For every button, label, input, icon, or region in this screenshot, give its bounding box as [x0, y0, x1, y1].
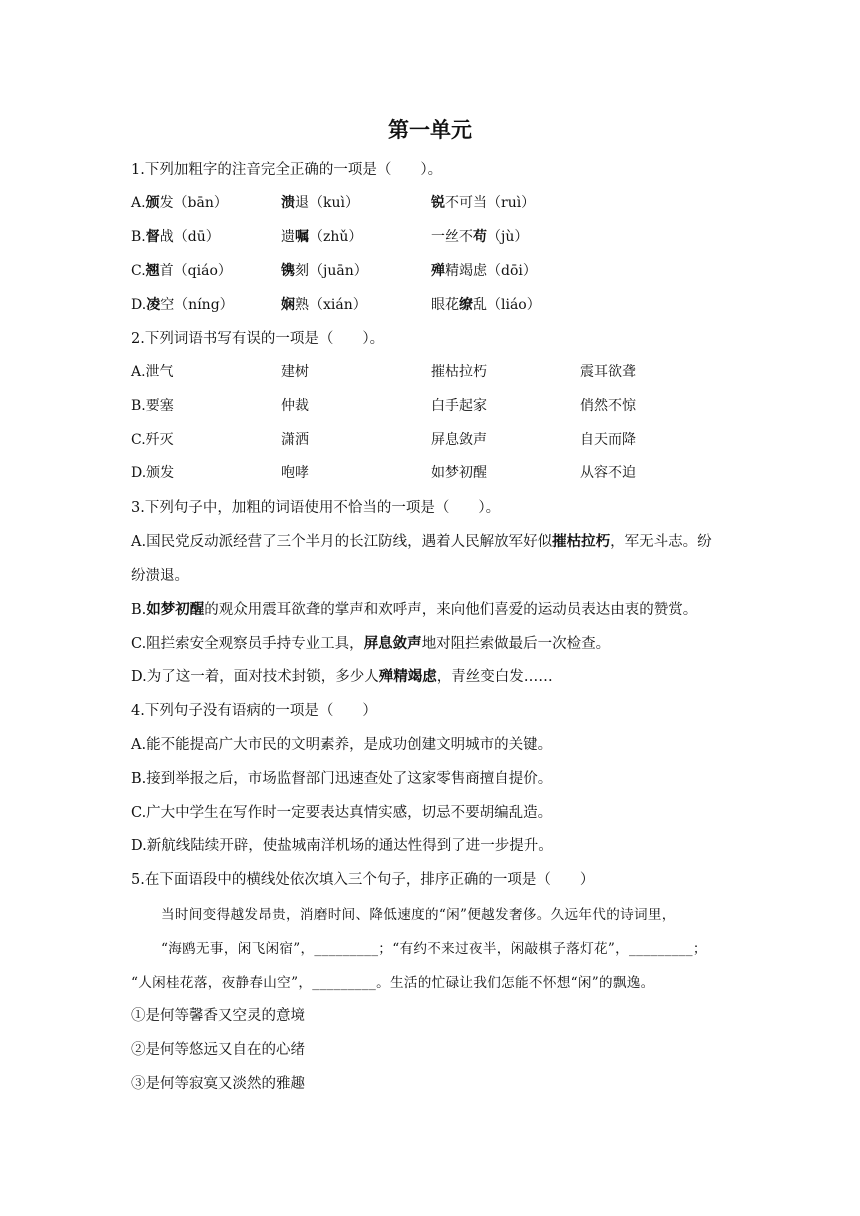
q5-passage-line-1: 当时间变得越发昂贵，消磨时间、降低速度的“闲”便越发奢侈。久远年代的诗词里，: [161, 907, 676, 923]
pinyin-text: 刻（juān）: [295, 263, 368, 279]
option-letter: A.: [131, 195, 146, 211]
q5-passage-line-2: “海鸥无事，闲飞闲宿”，_________；“有约不来过夜半，闲敲棋子落灯花”，_________；: [161, 941, 707, 957]
pinyin-text: 退（kuì）: [295, 195, 359, 211]
bold-char: 镌: [281, 263, 295, 279]
bold-char: 娴: [281, 297, 295, 313]
bold-char: 锐: [431, 195, 445, 211]
q3-option-a-continued: 纷溃退。: [131, 568, 189, 584]
pinyin-text: 空（níng）: [160, 297, 234, 313]
word-cell: 如梦初醒: [431, 465, 487, 481]
word-cell: 屏息敛声: [431, 432, 487, 448]
word-cell: 自天而降: [580, 432, 636, 448]
q5-option-2: ②是何等悠远又自在的心绪: [131, 1042, 305, 1058]
q4-option-a: A.能不能提高广大市民的文明素养，是成功创建文明城市的关键。: [131, 737, 553, 753]
question-2-stem: 2.下列词语书写有误的一项是（ ）。: [131, 331, 385, 347]
q2-option-b: [0, 395, 860, 417]
pinyin-text: 发（bān）: [159, 195, 228, 211]
q1-option-c: [0, 260, 860, 282]
q4-option-c: C.广大中学生在写作时一定要表达真情实感，切忌不要胡编乱造。: [131, 805, 553, 821]
word-cell: 建树: [281, 364, 309, 380]
pinyin-text: 乱（liáo）: [473, 297, 541, 313]
q3-option-b: B.如梦初醒的观众用震耳欲聋的掌声和欢呼声，来向他们喜爱的运动员表达由衷的赞赏。: [131, 601, 698, 618]
option-letter: B.: [131, 229, 146, 245]
bold-char: 苟: [473, 229, 487, 245]
q2-option-c: [0, 429, 860, 451]
option-letter: D.: [131, 297, 147, 313]
word-cell: 摧枯拉朽: [431, 364, 487, 380]
bold-phrase: 如梦初醒: [146, 601, 205, 618]
q2-option-a: [0, 361, 860, 383]
q4-option-d: D.新航线陆续开辟，使盐城南洋机场的通达性得到了进一步提升。: [131, 838, 553, 854]
page-title: 第一单元: [388, 118, 472, 142]
word-cell: 咆哮: [281, 465, 309, 481]
question-1-stem: 1.下列加粗字的注音完全正确的一项是（ ）。: [131, 162, 443, 178]
word-cell: 白手起家: [431, 398, 487, 414]
question-5-stem: 5.在下面语段中的横线处依次填入三个句子，排序正确的一项是（ ）: [131, 872, 595, 888]
q1-option-b: [0, 226, 860, 248]
bold-phrase: 殚精竭虑: [378, 668, 437, 685]
word-cell: 从容不迫: [580, 465, 636, 481]
word-cell: B.要塞: [131, 398, 174, 414]
word-cell: C.歼灭: [131, 432, 174, 448]
bold-char: 嘱: [295, 229, 309, 245]
q5-passage-line-3: “人闲桂花落，夜静春山空”，_________。生活的忙碌让我们怎能不怀想“闲”的飘逸。: [131, 975, 655, 991]
bold-char: 颁: [145, 195, 160, 211]
bold-char: 殚: [431, 263, 445, 279]
q1-option-a: [0, 192, 860, 214]
option-letter: C.: [131, 263, 146, 279]
q3-option-d: D.为了这一着，面对技术封锁，多少人殚精竭虑，青丝变白发……: [131, 668, 553, 685]
q5-option-3: ③是何等寂寞又淡然的雅趣: [131, 1076, 305, 1092]
word-cell: A.泄气: [131, 364, 174, 380]
word-cell: 俏然不惊: [580, 398, 636, 414]
q3-option-c: C.阻拦索安全观察员手持专业工具，屏息敛声地对阻拦索做最后一次检查。: [131, 635, 611, 652]
word-cell: 震耳欲聋: [580, 364, 636, 380]
question-4-stem: 4.下列句子没有语病的一项是（ ）: [131, 703, 377, 719]
bold-char: 凌: [146, 297, 161, 313]
pinyin-text: （jù）: [487, 229, 529, 245]
word-cell: 潇洒: [281, 432, 309, 448]
q2-option-d: [0, 462, 860, 484]
pinyin-text: 精竭虑（dōi）: [445, 263, 537, 279]
bold-char: 督: [145, 229, 160, 245]
plain-text: 眼花: [431, 297, 459, 313]
bold-char: 溃: [281, 195, 295, 211]
pinyin-text: 不可当（ruì）: [445, 195, 536, 211]
q4-option-b: B.接到举报之后，市场监督部门迅速查处了这家零售商擅自提价。: [131, 771, 553, 787]
bold-char: 翘: [145, 263, 160, 279]
bold-phrase: 屏息敛声: [363, 635, 422, 652]
pinyin-text: （zhǔ）: [309, 229, 363, 245]
q3-option-a: A.国民党反动派经营了三个半月的长江防线，遇着人民解放军好似摧枯拉朽，军无斗志。纷: [131, 533, 712, 550]
plain-text: 一丝不: [431, 229, 473, 245]
question-3-stem: 3.下列句子中，加粗的词语使用不恰当的一项是（ ）。: [131, 500, 501, 516]
q1-option-d: [0, 294, 860, 316]
word-cell: 仲裁: [281, 398, 309, 414]
bold-char: 缭: [459, 297, 473, 313]
plain-text: 遗: [281, 229, 295, 245]
pinyin-text: 首（qiáo）: [159, 263, 232, 279]
q5-option-1: ①是何等馨香又空灵的意境: [131, 1008, 305, 1024]
word-cell: D.颁发: [131, 465, 175, 481]
pinyin-text: 战（dū）: [159, 229, 220, 245]
pinyin-text: 熟（xián）: [295, 297, 367, 313]
bold-phrase: 摧枯拉朽: [552, 533, 611, 550]
